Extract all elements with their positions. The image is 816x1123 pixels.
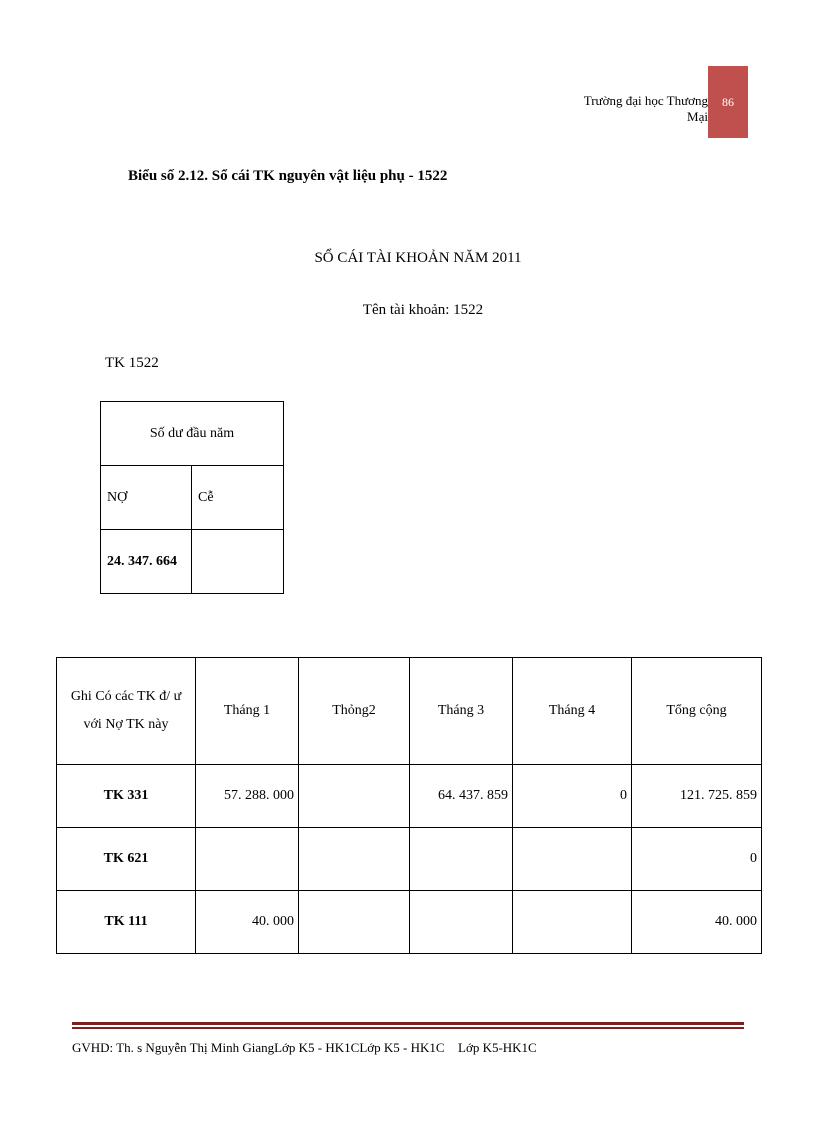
page-number-badge <box>708 66 748 138</box>
figure-caption: Biểu số 2.12. Sổ cái TK nguyên vật liệu phụ - 1522 <box>128 168 448 184</box>
debit-label: NỢ <box>101 466 192 530</box>
table-cell <box>299 891 410 954</box>
ledger-header-row <box>57 658 762 765</box>
ledger-table <box>56 657 762 954</box>
footer-rule <box>72 1022 744 1025</box>
table-cell: 121. 725. 859 <box>632 765 762 828</box>
table-cell <box>196 828 299 891</box>
column-header: Tổng cộng <box>632 658 762 765</box>
table-cell: 57. 288. 000 <box>196 765 299 828</box>
ledger-header-account <box>57 658 196 765</box>
credit-label: Cễ <box>192 466 284 530</box>
table-cell: 64. 437. 859 <box>410 765 513 828</box>
footer-class: Lớp K5-HK1C <box>458 1040 537 1055</box>
row-account: TK 331 <box>57 765 196 828</box>
table-cell: 0 <box>632 828 762 891</box>
table-row <box>57 828 762 891</box>
table-cell: 0 <box>513 765 632 828</box>
table-cell <box>410 891 513 954</box>
document-title: SỔ CÁI TÀI KHOẢN NĂM 2011 <box>314 250 522 266</box>
table-cell: 40. 000 <box>632 891 762 954</box>
table-row <box>57 765 762 828</box>
column-header: Tháng 3 <box>410 658 513 765</box>
account-label: TK 1522 <box>105 355 159 371</box>
footer-rule <box>72 1027 744 1029</box>
debit-value: 24. 347. 664 <box>101 530 192 594</box>
footer-supervisor: GVHD: Th. s Nguyễn Thị Minh GiangLớp K5 - HK1CLớp K5 - HK1C <box>72 1040 445 1055</box>
table-cell <box>410 828 513 891</box>
header-school-name: Trường đại học Thương Mại <box>583 93 708 124</box>
table-cell <box>299 828 410 891</box>
document-subtitle: Tên tài khoản: 1522 <box>362 302 484 318</box>
opening-balance-table <box>100 401 284 594</box>
table-row <box>57 891 762 954</box>
table-cell <box>513 891 632 954</box>
row-account: TK 111 <box>57 891 196 954</box>
credit-value <box>192 530 284 594</box>
column-header: Thỏng2 <box>299 658 410 765</box>
table-cell <box>513 828 632 891</box>
page-number: 86 <box>722 94 734 109</box>
opening-balance-heading: Số dư đầu năm <box>101 402 284 466</box>
table-cell: 40. 000 <box>196 891 299 954</box>
column-header: Tháng 4 <box>513 658 632 765</box>
header-line-2: với Nợ TK này <box>83 717 169 732</box>
header-line-1: Ghi Có các TK đ/ ư <box>70 689 182 704</box>
row-account: TK 621 <box>57 828 196 891</box>
table-cell <box>299 765 410 828</box>
column-header: Tháng 1 <box>196 658 299 765</box>
